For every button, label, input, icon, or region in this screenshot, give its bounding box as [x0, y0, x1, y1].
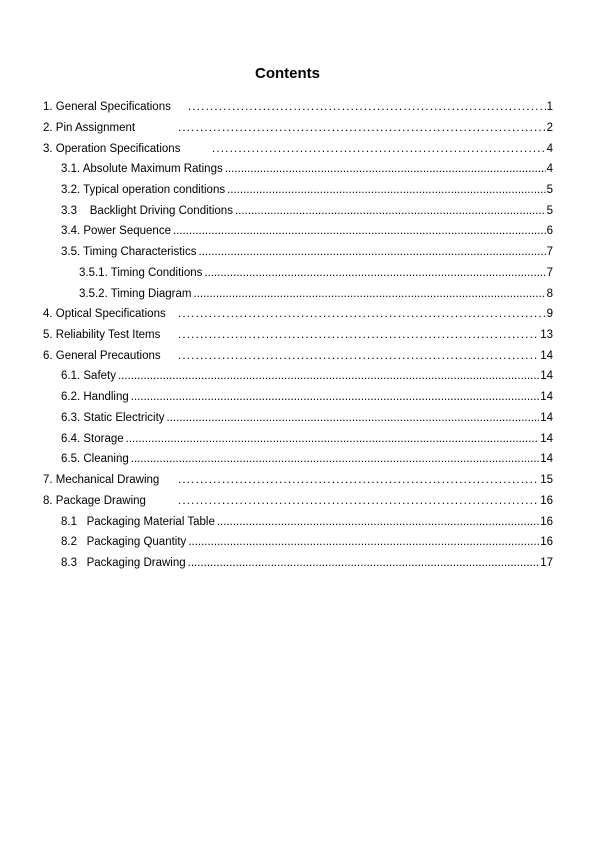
toc-entry[interactable]	[61, 412, 553, 430]
toc-entry[interactable]	[61, 225, 553, 243]
toc-entry-label: 3.2. Typical operation conditions	[61, 184, 226, 196]
toc-entry[interactable]	[43, 308, 553, 326]
toc-leader-dots	[178, 474, 539, 486]
toc-entry-page: 14	[540, 370, 553, 382]
toc-leader-dots	[235, 205, 546, 217]
toc-entry-page: 1	[546, 101, 553, 113]
toc-entry-page: 9	[546, 308, 553, 320]
toc-entry[interactable]	[61, 536, 553, 554]
toc-entry[interactable]	[43, 329, 553, 347]
toc-leader-dots	[199, 246, 546, 258]
toc-entry[interactable]	[61, 163, 553, 181]
toc-entry-page: 4	[546, 163, 553, 175]
toc-entry-label: 6.1. Safety	[61, 370, 116, 382]
toc-entry-label: 3.3 Backlight Driving Conditions	[61, 205, 233, 217]
toc-entry-page: 16	[540, 536, 553, 548]
toc-entry-page: 14	[540, 453, 553, 465]
toc-leader-dots	[212, 143, 546, 155]
toc-entry[interactable]	[61, 184, 553, 202]
toc-entry-page: 14	[540, 350, 553, 362]
toc-entry[interactable]	[61, 557, 553, 575]
toc-leader-dots	[188, 536, 539, 548]
toc-entry-label: 3.1. Absolute Maximum Ratings	[61, 163, 223, 175]
toc-entry[interactable]	[61, 516, 553, 534]
toc-leader-dots	[131, 453, 539, 465]
toc-leader-dots	[217, 516, 539, 528]
toc-entry-page: 5	[546, 205, 553, 217]
toc-entry[interactable]	[79, 288, 553, 306]
toc-entry-label: 6. General Precautions	[43, 350, 161, 362]
toc-entry-page: 14	[540, 412, 553, 424]
toc-leader-dots	[118, 370, 539, 382]
toc-entry[interactable]	[61, 453, 553, 471]
toc-entry-label: 8.1 Packaging Material Table	[61, 516, 215, 528]
toc-leader-dots	[188, 557, 540, 569]
toc-entry-page: 14	[540, 391, 553, 403]
toc-leader-dots	[178, 122, 546, 134]
toc-entry-label: 1. General Specifications	[43, 101, 171, 113]
toc-entry[interactable]	[61, 205, 553, 223]
toc-entry-label: 3.5.2. Timing Diagram	[79, 288, 192, 300]
toc-leader-dots	[126, 433, 540, 445]
toc-entry-page: 2	[546, 122, 553, 134]
toc-entry-label: 3.4. Power Sequence	[61, 225, 171, 237]
toc-entry-page: 15	[540, 474, 553, 486]
toc-entry-label: 8.3 Packaging Drawing	[61, 557, 186, 569]
toc-leader-dots	[194, 288, 546, 300]
toc-entry-page: 16	[540, 495, 553, 507]
toc-entry-label: 6.4. Storage	[61, 433, 124, 445]
toc-entry-label: 3.5. Timing Characteristics	[61, 246, 197, 258]
page-title: Contents	[255, 65, 320, 82]
toc-entry-page: 5	[546, 184, 553, 196]
toc-leader-dots	[167, 412, 540, 424]
toc-leader-dots	[225, 163, 546, 175]
toc-leader-dots	[188, 101, 546, 113]
toc-entry-page: 6	[546, 225, 553, 237]
toc-leader-dots	[131, 391, 539, 403]
toc-leader-dots	[173, 225, 546, 237]
toc-leader-dots	[178, 308, 546, 320]
toc-entry-page: 13	[540, 329, 553, 341]
toc-entry[interactable]	[79, 267, 553, 285]
toc-entry[interactable]	[43, 350, 553, 368]
toc-entry-page: 17	[540, 557, 553, 569]
toc-entry-label: 6.3. Static Electricity	[61, 412, 165, 424]
toc-leader-dots	[178, 329, 539, 341]
toc-entry-label: 5. Reliability Test Items	[43, 329, 161, 341]
toc-entry-label: 2. Pin Assignment	[43, 122, 136, 134]
toc-entry-label: 8. Package Drawing	[43, 495, 146, 507]
toc-entry-label: 6.2. Handling	[61, 391, 129, 403]
toc-entry-page: 7	[546, 246, 553, 258]
toc-entry[interactable]	[61, 246, 553, 264]
toc-entry-label: 7. Mechanical Drawing	[43, 474, 160, 486]
toc-entry[interactable]	[43, 122, 553, 140]
toc-entry[interactable]	[43, 495, 553, 513]
toc-entry-page: 8	[546, 288, 553, 300]
toc-leader-dots	[178, 350, 539, 362]
toc-entry-page: 7	[546, 267, 553, 279]
toc-leader-dots	[178, 495, 539, 507]
toc-entry-label: 4. Optical Specifications	[43, 308, 166, 320]
toc-entry[interactable]	[61, 370, 553, 388]
toc-entry[interactable]	[61, 391, 553, 409]
toc-entry-label: 6.5. Cleaning	[61, 453, 129, 465]
toc-entry[interactable]	[43, 143, 553, 161]
toc-entry-label: 8.2 Packaging Quantity	[61, 536, 187, 548]
toc-entry-label: 3. Operation Specifications	[43, 143, 181, 155]
toc-entry-label: 3.5.1. Timing Conditions	[79, 267, 203, 279]
toc-entry[interactable]	[43, 101, 553, 119]
toc-leader-dots	[227, 184, 546, 196]
toc-entry-page: 14	[540, 433, 553, 445]
toc-entry[interactable]	[61, 433, 553, 451]
toc-entry-page: 4	[546, 143, 553, 155]
toc-entry[interactable]	[43, 474, 553, 492]
toc-leader-dots	[204, 267, 545, 279]
toc-entry-page: 16	[540, 516, 553, 528]
